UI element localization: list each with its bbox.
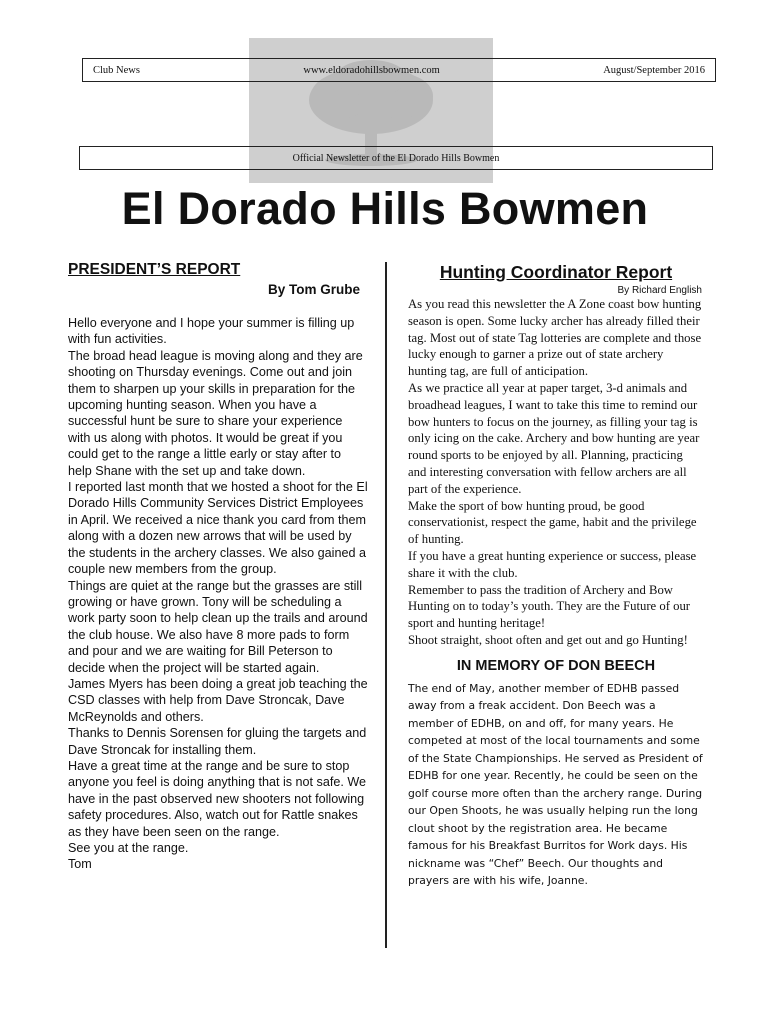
hunting-report-title: Hunting Coordinator Report [439,262,673,282]
hunting-report-body [408,296,704,649]
masthead-title: El Dorado Hills Bowmen [121,183,649,234]
presidents-report-title: PRESIDENT’S REPORT [68,261,241,278]
paragraph: Make the sport of bow hunting proud, be good conservationist, respect the game, habit and the privilege of hunting. [408,498,697,547]
paragraph: Things are quiet at the range but the grasses are still growing or have grown. Tony will be scheduling a work party soon to help clean up the trails and around the club house. We also have 8 more pads to form and pour and we are waiting for Bill Peterson to decide when the project will be started again. [68,578,368,675]
subheader-text: Official Newsletter of the El Dorado Hills Bowmen [292,152,500,164]
header-website: www.eldoradohillsbowmen.com [303,64,440,76]
paragraph: James Myers has been doing a great job teaching the CSD classes with help from Dave Stroncak, Dave McReynolds and others. [68,676,368,724]
header-issue-date: August/September 2016 [603,64,705,76]
hunting-report-byline: By Richard English [617,285,702,296]
header-section-label: Club News [93,64,140,76]
subheader-bar [79,146,713,170]
newsletter-header-bar [82,58,716,82]
column-divider [385,262,387,948]
paragraph: See you at the range. [68,841,189,855]
paragraph: As you read this newsletter the A Zone coast bow hunting season is open. Some lucky archer has already filled their tag. Most out of state Tag lotteries are complete and those lucky enough to garner a prize out of state archery hunting tag, are full of anticipation. [408,297,702,379]
paragraph: I reported last month that we hosted a shoot for the El Dorado Hills Community Services District Employees in April. We received a nice thank you card from them along with a dozen new arrows that will be used by the students in the archery classes. We also gained a couple new members from the group. [68,480,368,577]
memorial-text: The end of May, another member of EDHB passed away from a freak accident. Don Beech was a member of EDHB, on and off, for many years. He competed at most of the local tournaments and some of the State Championships. He served as President of EDHB for one year. Recently, he could be seen on the golf course more often than the archery range. During our Open Shoots, he was usually helping run the long clout shoot by the registration area. He became famous for his Breakfast Burritos for Work days. His nickname was “Chef” Beech. Our thoughts and prayers are with his wife, Joanne. [408,681,703,888]
paragraph: Shoot straight, shoot often and get out and go Hunting! [408,632,688,647]
paragraph: Thanks to Dennis Sorensen for gluing the targets and Dave Stroncak for installing them. [68,726,367,757]
paragraph: As we practice all year at paper target, 3-d animals and broadhead leagues, I want to take this time to remind our bow hunters to focus on the journey, as filling your tag is only icing on the cake. Archery and bow hunting are year round sports to be enjoyed by all. Planning, practicing and interesting conversation with fellow archers are all part of the experience. [408,380,700,496]
presidents-report [68,261,368,873]
paragraph: If you have a great hunting experience or success, please share it with the club. [408,548,697,580]
paragraph: Remember to pass the tradition of Archery and Bow Hunting on to today’s youth. They are the Future of our sport and hunting heritage! [408,582,691,631]
presidents-report-body [68,315,368,873]
paragraph: The broad head league is moving along and they are shooting on Thursday evenings. Come out and join them to sharpen up your skills in preparation for the upcoming hunting season. When you have a successful hunt be sure to share your experience with us along with photos. It would be great if you could get to the range a little early or stay after to help Shane with the set up and take down. [68,348,363,478]
presidents-report-byline: By Tom Grube [267,282,360,297]
memorial-title: IN MEMORY OF DON BEECH [456,657,656,674]
paragraph: Have a great time at the range and be sure to stop anyone you feel is doing anything that is not safe. We have in the past observed new shooters not following safety procedures. Also, watch out for Rattle snakes as they have been seen on the range. [68,758,367,839]
paragraph: Hello everyone and I hope your summer is filling up with fun activities. [68,316,355,347]
paragraph: Tom [68,857,92,872]
hunting-coordinator-report [408,261,704,890]
